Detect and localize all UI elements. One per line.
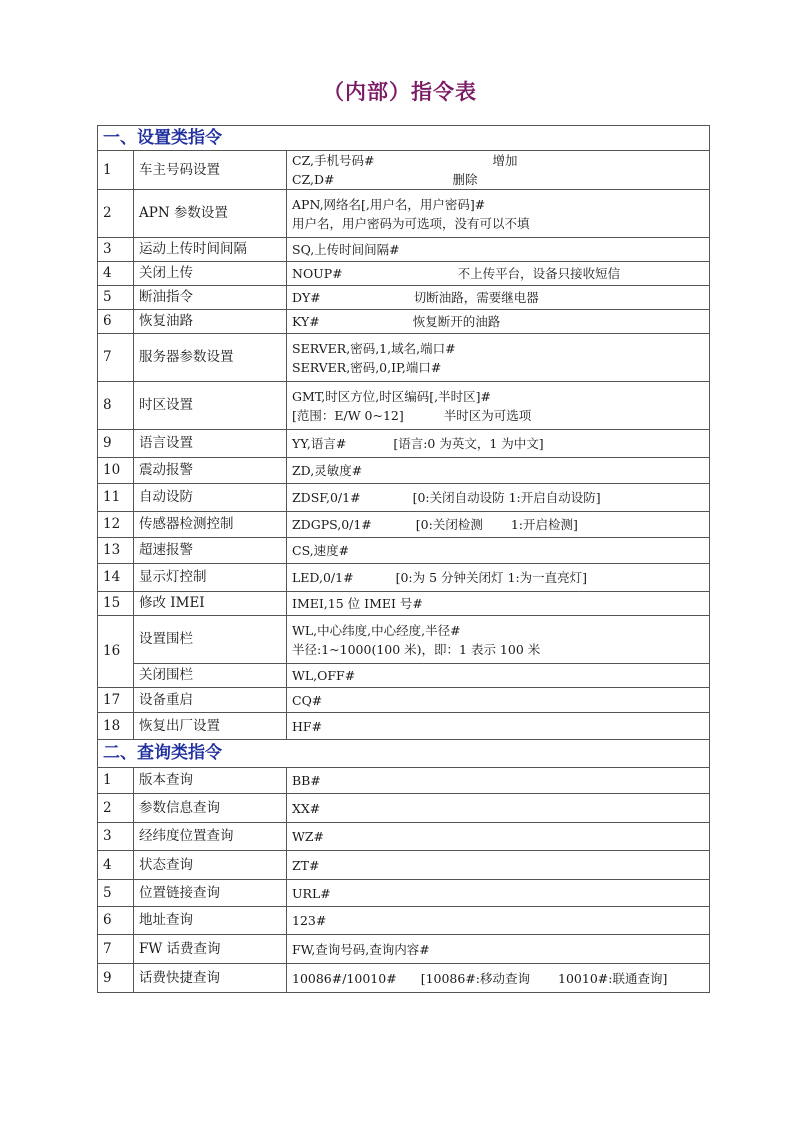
command-line	[292, 387, 704, 406]
table-row	[98, 310, 710, 334]
command-line	[292, 799, 704, 818]
command-segment: FW,查询号码,查询内容#	[292, 941, 430, 957]
command-name: 恢复出厂设置	[134, 713, 287, 740]
command-segment: SERVER,密码,0,IP,端口#	[292, 359, 442, 375]
command-segment: URL#	[292, 885, 331, 901]
command-segment: 10086#/10010#	[292, 970, 397, 986]
command-name: 设备重启	[134, 688, 287, 713]
row-number: 7	[98, 935, 134, 964]
command-segment: CS,速度#	[292, 543, 350, 558]
row-number: 4	[98, 262, 134, 286]
command-line	[292, 240, 704, 259]
table-row	[98, 564, 710, 592]
command-name: 超速报警	[134, 538, 287, 564]
table-row	[98, 964, 710, 993]
row-number: 2	[98, 794, 134, 823]
command-line	[292, 568, 704, 587]
table-row	[98, 430, 710, 458]
page-title: （内部）指令表	[323, 80, 477, 104]
row-number: 10	[98, 458, 134, 484]
command-segment: XX#	[292, 800, 321, 816]
table-row	[98, 907, 710, 935]
command-segment: 切断油路，需要继电器	[413, 290, 539, 305]
table-row	[98, 688, 710, 713]
command-text	[287, 851, 710, 880]
command-text	[287, 564, 710, 592]
row-number: 12	[98, 512, 134, 538]
row-number: 16	[98, 616, 134, 688]
command-text	[287, 430, 710, 458]
command-line	[292, 288, 704, 307]
command-line	[292, 640, 704, 659]
command-text	[287, 713, 710, 740]
row-number: 8	[98, 382, 134, 430]
command-segment: APN,网络名[,用户名，用户密码]#	[292, 196, 486, 212]
command-text	[287, 880, 710, 907]
row-number: 3	[98, 238, 134, 262]
command-text	[287, 458, 710, 484]
row-number: 4	[98, 851, 134, 880]
command-line	[292, 827, 704, 846]
command-name: 地址查询	[134, 907, 287, 935]
section-heading: 二、查询类指令	[98, 740, 710, 768]
command-text	[287, 238, 710, 262]
command-line	[292, 488, 704, 507]
command-name: 恢复油路	[134, 310, 287, 334]
row-number: 5	[98, 286, 134, 310]
row-number: 5	[98, 880, 134, 907]
command-text	[287, 907, 710, 935]
command-segment: 10010#:联通查询]	[558, 970, 668, 986]
command-text	[287, 286, 710, 310]
command-text	[287, 512, 710, 538]
command-segment: 删除	[452, 172, 478, 187]
command-line	[292, 717, 704, 736]
command-segment: CZ,D#	[292, 172, 335, 187]
command-segment: CZ,手机号码#	[292, 153, 375, 168]
row-number: 14	[98, 564, 134, 592]
command-name: 震动报警	[134, 458, 287, 484]
row-number: 18	[98, 713, 134, 740]
command-line	[292, 151, 704, 170]
table-row	[98, 851, 710, 880]
row-number: 13	[98, 538, 134, 564]
command-name: 自动设防	[134, 484, 287, 512]
command-line	[292, 358, 704, 377]
command-segment: SERVER,密码,1,域名,端口#	[292, 340, 456, 356]
table-row	[98, 238, 710, 262]
command-text	[287, 964, 710, 993]
row-number: 15	[98, 592, 134, 616]
command-segment: ZDSF,0/1#	[292, 490, 361, 505]
table-row	[98, 262, 710, 286]
command-table	[97, 125, 710, 993]
table-row	[98, 538, 710, 564]
row-number: 6	[98, 907, 134, 935]
section-heading: 一、设置类指令	[98, 126, 710, 151]
command-line	[292, 339, 704, 358]
command-segment: ZT#	[292, 857, 320, 873]
command-name: FW 话费查询	[134, 935, 287, 964]
table-row	[98, 935, 710, 964]
command-name: 状态查询	[134, 851, 287, 880]
command-line	[292, 515, 704, 534]
command-text	[287, 484, 710, 512]
command-segment: 增加	[492, 153, 518, 168]
command-segment: [0:关闭检测	[415, 517, 483, 532]
command-name: 经纬度位置查询	[134, 823, 287, 851]
row-number: 2	[98, 190, 134, 238]
command-line	[292, 170, 704, 189]
command-text	[287, 688, 710, 713]
command-line	[292, 541, 704, 560]
command-line	[292, 884, 704, 903]
command-segment: WL,OFF#	[292, 668, 356, 683]
table-row	[98, 823, 710, 851]
command-line	[292, 195, 704, 214]
command-line	[292, 666, 704, 685]
table-row	[98, 458, 710, 484]
command-segment: [10086#:移动查询	[420, 970, 531, 986]
command-name: 关闭上传	[134, 262, 287, 286]
command-name: APN 参数设置	[134, 190, 287, 238]
command-segment: CQ#	[292, 692, 323, 708]
row-number: 3	[98, 823, 134, 851]
command-text	[287, 794, 710, 823]
command-segment: GMT,时区方位,时区编码[,半时区]#	[292, 388, 491, 404]
table-row	[98, 616, 710, 664]
command-segment: 1:开启检测]	[510, 517, 578, 532]
command-segment: WZ#	[292, 829, 325, 844]
command-segment: 半时区为可选项	[443, 407, 532, 423]
command-line	[292, 461, 704, 480]
command-name: 话费快捷查询	[134, 964, 287, 993]
command-name: 位置链接查询	[134, 880, 287, 907]
command-name: 时区设置	[134, 382, 287, 430]
command-text	[287, 310, 710, 334]
command-line	[292, 969, 704, 988]
command-name: 服务器参数设置	[134, 334, 287, 382]
command-segment: WL,中心纬度,中心经度,半径#	[292, 622, 461, 638]
command-segment: SQ,上传时间间隔#	[292, 242, 400, 257]
command-name: 设置围栏	[134, 616, 287, 664]
command-line	[292, 434, 704, 453]
command-segment: 用户名，用户密码为可选项，没有可以不填	[292, 215, 530, 231]
command-line	[292, 406, 704, 425]
table-row	[98, 286, 710, 310]
row-number: 17	[98, 688, 134, 713]
command-text	[287, 592, 710, 616]
command-text	[287, 664, 710, 688]
command-segment: DY#	[292, 290, 321, 305]
command-text	[287, 935, 710, 964]
section-header-row	[98, 126, 710, 151]
command-segment: [0:为 5 分钟关闭灯 1:为一直亮灯]	[395, 570, 588, 585]
command-text	[287, 190, 710, 238]
row-number: 6	[98, 310, 134, 334]
row-number: 1	[98, 151, 134, 190]
table-row	[98, 484, 710, 512]
table-row	[98, 512, 710, 538]
table-row	[98, 334, 710, 382]
command-line	[292, 911, 704, 930]
command-line	[292, 771, 704, 790]
table-row	[98, 768, 710, 794]
command-text	[287, 616, 710, 664]
command-text	[287, 334, 710, 382]
command-segment: 123#	[292, 913, 327, 928]
command-segment: [0:关闭自动设防 1:开启自动设防]	[412, 490, 601, 505]
command-name: 车主号码设置	[134, 151, 287, 190]
command-segment: YY,语言#	[292, 436, 347, 451]
command-segment: 半径:1~1000(100 米)，即：1 表示 100 米	[292, 641, 541, 657]
command-text	[287, 538, 710, 564]
section-header-row	[98, 740, 710, 768]
table-row	[98, 880, 710, 907]
row-number: 9	[98, 430, 134, 458]
command-text	[287, 823, 710, 851]
command-name: 断油指令	[134, 286, 287, 310]
command-text	[287, 382, 710, 430]
command-segment: 不上传平台，设备只接收短信	[457, 266, 621, 281]
command-segment: BB#	[292, 773, 321, 788]
command-name: 参数信息查询	[134, 794, 287, 823]
command-segment: IMEI,15 位 IMEI 号#	[292, 596, 423, 611]
command-name: 显示灯控制	[134, 564, 287, 592]
table-row	[98, 592, 710, 616]
table-row	[98, 794, 710, 823]
command-line	[292, 940, 704, 959]
command-segment: [范围：E/W 0~12]	[292, 407, 404, 423]
command-segment: [语言:0 为英文，1 为中文]	[393, 436, 544, 451]
command-name: 传感器检测控制	[134, 512, 287, 538]
command-text	[287, 768, 710, 794]
table-row	[98, 382, 710, 430]
command-segment: LED,0/1#	[292, 570, 354, 585]
command-segment: KY#	[292, 314, 320, 329]
command-line	[292, 214, 704, 233]
row-number: 7	[98, 334, 134, 382]
command-line	[292, 264, 704, 283]
command-line	[292, 856, 704, 875]
command-name: 运动上传时间间隔	[134, 238, 287, 262]
table-row	[98, 664, 710, 688]
command-name: 语言设置	[134, 430, 287, 458]
command-line	[292, 312, 704, 331]
command-text	[287, 151, 710, 190]
command-name: 关闭围栏	[134, 664, 287, 688]
command-line	[292, 621, 704, 640]
command-text	[287, 262, 710, 286]
table-row	[98, 190, 710, 238]
command-segment: NOUP#	[292, 266, 343, 281]
command-name: 版本查询	[134, 768, 287, 794]
command-segment: 恢复断开的油路	[412, 314, 501, 329]
command-segment: HF#	[292, 718, 323, 734]
row-number: 9	[98, 964, 134, 993]
command-segment: ZDGPS,0/1#	[292, 517, 372, 532]
row-number: 1	[98, 768, 134, 794]
table-row	[98, 151, 710, 190]
command-line	[292, 594, 704, 613]
command-segment: ZD,灵敏度#	[292, 463, 363, 478]
command-name: 修改 IMEI	[134, 592, 287, 616]
table-row	[98, 713, 710, 740]
row-number: 11	[98, 484, 134, 512]
command-line	[292, 691, 704, 710]
